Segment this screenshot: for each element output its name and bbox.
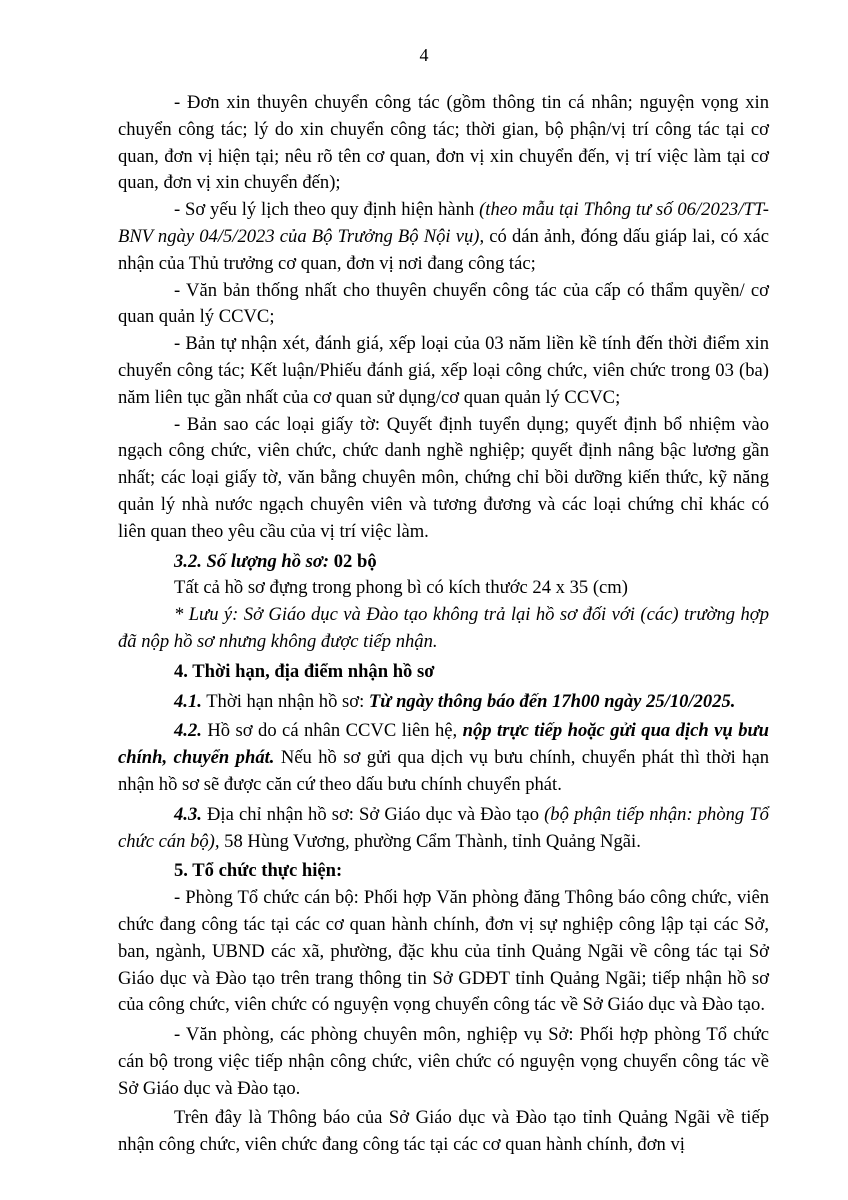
section-4-1 — [118, 689, 769, 716]
item-copies: - Bản sao các loại giấy tờ: Quyết định tuyển dụng; quyết định bổ nhiệm vào ngạch công chức, viên chức, chức danh nghề nghiệp; quyết định nâng bậc lương gần nhất; các loại giấy tờ, văn bằng chuyên môn, chứng chỉ bồi dưỡng kiến thức, kỹ năng quản lý nhà nước ngạch chuyên viên và tương đương và các loại chứng chỉ khác có liên quan theo yêu cầu của vị trí việc làm. — [118, 413, 769, 542]
document-body — [118, 90, 769, 1159]
item-approval-document: - Văn bản thống nhất cho thuyên chuyển công tác của cấp có thẩm quyền/ cơ quan quản lý CCVC; — [118, 279, 769, 328]
section-4-1-deadline: Từ ngày thông báo đến 17h00 ngày 25/10/2025. — [368, 690, 736, 712]
item-curriculum-vitae — [118, 197, 769, 277]
section-3-2-value: 02 bộ — [329, 550, 377, 572]
cv-circular-ref: (theo mẫu tại Thông tư số 06/2023/TT-BNV ngày 04/5/2023 của Bộ Trưởng Bộ Nội vụ) — [118, 199, 769, 247]
section-4-2-emphasis: nộp trực tiếp hoặc gửi qua dịch vụ bưu chính, chuyển phát. — [118, 720, 769, 769]
cv-text-rest: , có dán ảnh, đóng dấu giáp lai, có xác nhận của Thủ trưởng cơ quan, đơn vị nơi đang công tác; — [118, 225, 769, 274]
section-5-personnel-dept: - Phòng Tổ chức cán bộ: Phối hợp Văn phòng đăng Thông báo công chức, viên chức đang công tác tại các cơ quan hành chính, đơn vị sự nghiệp công lập tại các Sở, ban, ngành, UBND các xã, phường, đặc khu của tỉnh Quảng Ngãi về công tác tại Sở Giáo dục và Đào tạo trên trang thông tin Sở GDĐT tỉnh Quảng Ngãi; tiếp nhận hồ sơ của công chức, viên chức có nguyện vọng chuyển công tác về Sở Giáo dục và Đào tạo. — [118, 887, 769, 1016]
section-4-3-address: 58 Hùng Vương, phường Cẩm Thành, tỉnh Quảng Ngãi. — [219, 830, 641, 852]
section-4-1-text: Thời hạn nhận hồ sơ: — [201, 690, 369, 712]
section-4-2-number: 4.2. — [174, 720, 202, 742]
section-3-2-label: 3.2. Số lượng hồ sơ: — [174, 550, 330, 572]
section-4-3-department: (bộ phận tiếp nhận: phòng Tổ chức cán bộ), — [118, 803, 769, 852]
envelope-size: Tất cả hồ sơ đựng trong phong bì có kích thước 24 x 35 (cm) — [174, 577, 628, 599]
section-5-office: - Văn phòng, các phòng chuyên môn, nghiệp vụ Sở: Phối hợp phòng Tổ chức cán bộ trong việc tiếp nhận công chức, viên chức có nguyện vọng chuyển công tác về Sở Giáo dục và Đào tạo. — [118, 1024, 769, 1099]
note-no-return: * Lưu ý: Sở Giáo dục và Đào tạo không trả lại hồ sơ đối với (các) trường hợp đã nộp hồ sơ nhưng không được tiếp nhận. — [118, 604, 769, 652]
page-number: 4 — [419, 45, 429, 65]
cv-text: - Sơ yếu lý lịch theo quy định hiện hành — [174, 199, 480, 221]
section-4-heading: 4. Thời hạn, địa điểm nhận hồ sơ — [174, 660, 435, 682]
item-transfer-application: - Đơn xin thuyên chuyển công tác (gồm thông tin cá nhân; nguyện vọng xin chuyển công tác; lý do xin chuyển công tác; thời gian, bộ phận/vị trí công tác tại cơ quan, đơn vị hiện tại; nêu rõ tên cơ quan, đơn vị xin chuyển đến, vị trí việc làm tại cơ quan, đơn vị xin chuyển đến); — [118, 92, 769, 194]
section-4-3-text: Địa chỉ nhận hồ sơ: Sở Giáo dục và Đào tạo — [201, 803, 545, 825]
section-4-2 — [118, 718, 769, 798]
section-5-heading: 5. Tổ chức thực hiện: — [174, 860, 343, 882]
item-self-assessment: - Bản tự nhận xét, đánh giá, xếp loại của 03 năm liền kề tính đến thời điểm xin chuyển công tác; Kết luận/Phiếu đánh giá, xếp loại công chức, viên chức trong 03 (ba) năm liên tục gần nhất của cơ quan sử dụng/cơ quan quản lý CCVC; — [118, 333, 769, 408]
section-4-3 — [118, 802, 769, 856]
closing-paragraph: Trên đây là Thông báo của Sở Giáo dục và Đào tạo tỉnh Quảng Ngãi về tiếp nhận công chức, viên chức đang công tác tại các cơ quan hành chính, đơn vị — [118, 1107, 769, 1156]
section-4-3-number: 4.3. — [174, 803, 202, 825]
section-4-2-rest: Nếu hồ sơ gửi qua dịch vụ bưu chính, chuyển phát thì thời hạn nhận hồ sơ sẽ được căn cứ theo dấu bưu chính chuyển phát. — [118, 747, 770, 795]
section-4-1-number: 4.1. — [174, 690, 202, 712]
section-4-2-text: Hồ sơ do cá nhân CCVC liên hệ, — [201, 720, 463, 742]
section-3-2-heading — [118, 549, 769, 576]
